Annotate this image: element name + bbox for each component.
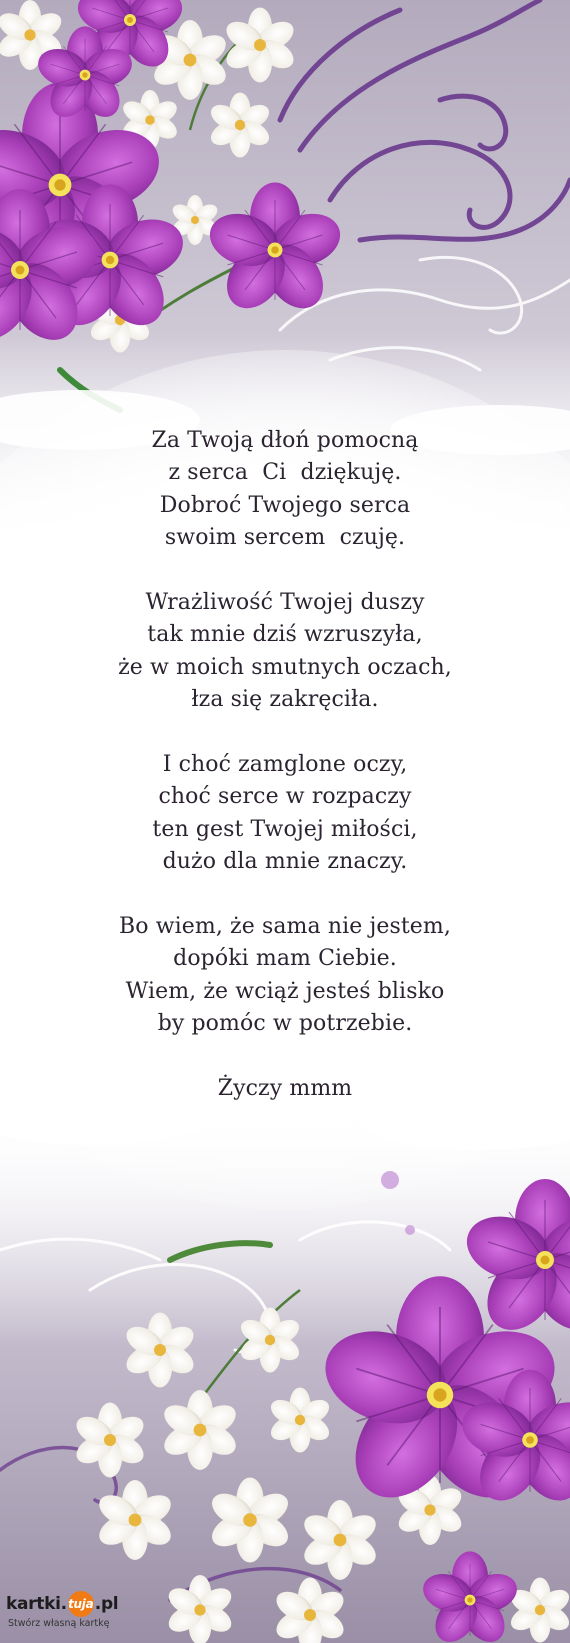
poem-line: dopóki mam Ciebie. xyxy=(173,946,397,972)
poem-line: ten gest Twojej miłości, xyxy=(152,816,418,842)
stanza-1 xyxy=(60,425,510,555)
poem-line: Wiem, że wciąż jesteś blisko xyxy=(125,978,445,1004)
stanza-4 xyxy=(60,911,510,1041)
poem-line: swoim sercem czuję. xyxy=(164,525,406,551)
stanza-gap xyxy=(60,717,510,749)
poem-line: Bo wiem, że sama nie jestem, xyxy=(119,913,451,939)
poem-line: że w moich smutnych oczach, xyxy=(118,654,452,680)
poem-text xyxy=(60,425,510,1105)
poem-line: choć serce w rozpaczy xyxy=(158,784,412,810)
poem-line: dużo dla mnie znaczy. xyxy=(162,849,408,875)
logo-wordmark xyxy=(6,1591,118,1617)
stanza-gap xyxy=(60,1040,510,1072)
poem-line: by pomóc w potrzebie. xyxy=(157,1011,413,1037)
stanza-3 xyxy=(60,749,510,879)
poem-line: Wrażliwość Twojej duszy xyxy=(145,589,425,615)
poem-line: tak mnie dziś wzruszyła, xyxy=(147,622,423,648)
poem-line: I choć zamglone oczy, xyxy=(162,751,408,777)
poem-line: Za Twoją dłoń pomocną xyxy=(151,428,419,453)
stanza-2 xyxy=(60,587,510,717)
logo-prefix: kartki. xyxy=(6,1594,67,1614)
poem-line: łza się zakręciła. xyxy=(191,687,379,713)
logo-suffix: .pl xyxy=(94,1594,119,1614)
site-logo[interactable] xyxy=(6,1591,118,1635)
stanza-gap xyxy=(60,878,510,910)
stanza-gap xyxy=(60,555,510,587)
signature: Życzy mmm xyxy=(217,1075,353,1101)
logo-tagline: Stwórz własną kartkę xyxy=(8,1618,110,1629)
logo-badge-icon: tuja xyxy=(68,1591,94,1617)
poem-line: Dobroć Twojego serca xyxy=(159,492,411,518)
poem-line: z serca Ci dziękuję. xyxy=(168,460,402,486)
